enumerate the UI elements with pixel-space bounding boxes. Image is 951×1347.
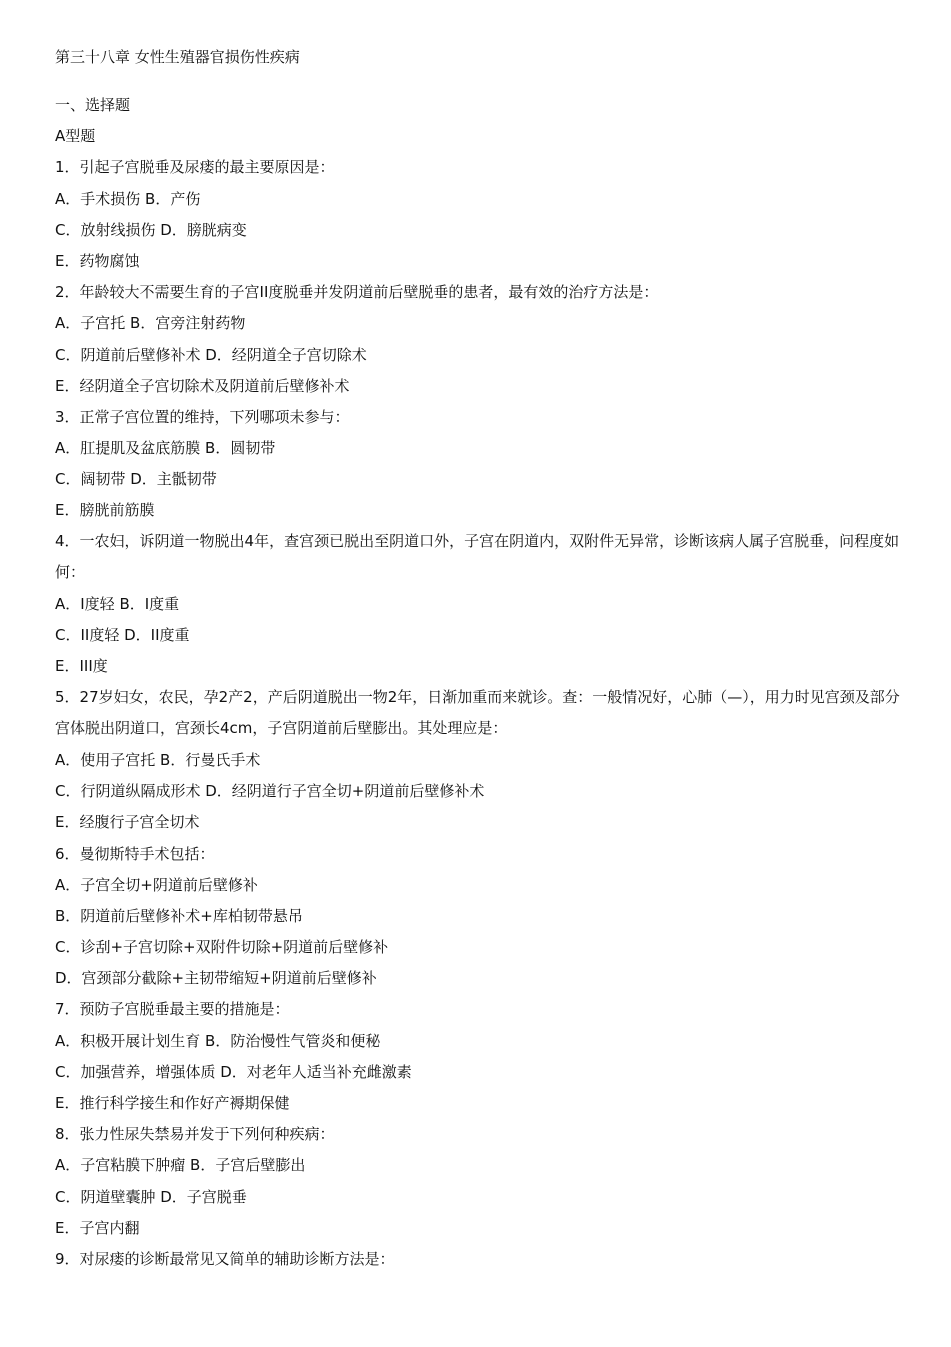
question-7: 7．预防子宫脱垂最主要的措施是： bbox=[55, 1000, 290, 1019]
question-5-options-cd: C．行阴道纵隔成形术 D．经阴道行子宫全切+阴道前后壁修补术 bbox=[55, 782, 485, 801]
question-2-options-ab: A．子宫托 B．宫旁注射药物 bbox=[55, 314, 246, 333]
question-5-options-ab: A．使用子宫托 B．行曼氏手术 bbox=[55, 750, 261, 769]
chapter-title: 第三十八章 女性生殖器官损伤性疾病 bbox=[55, 48, 300, 66]
question-6-option-d: D．宫颈部分截除+主韧带缩短+阴道前后壁修补 bbox=[55, 969, 377, 988]
question-5-option-e: E．经腹行子宫全切术 bbox=[55, 813, 200, 832]
question-7-options-ab: A．积极开展计划生育 B．防治慢性气管炎和便秘 bbox=[55, 1031, 381, 1050]
question-2-option-e: E．经阴道全子宫切除术及阴道前后壁修补术 bbox=[55, 376, 350, 395]
section-heading: 一、选择题 bbox=[55, 96, 131, 114]
question-6-option-a: A．子宫全切+阴道前后壁修补 bbox=[55, 875, 258, 894]
question-1-option-e: E．药物腐蚀 bbox=[55, 251, 140, 270]
question-6-option-b: B．阴道前后壁修补术+库柏韧带悬吊 bbox=[55, 906, 303, 925]
question-1: 1．引起子宫脱垂及尿瘘的最主要原因是： bbox=[55, 158, 335, 177]
question-7-options-cd: C．加强营养，增强体质 D．对老年人适当补充雌激素 bbox=[55, 1062, 412, 1081]
question-6: 6．曼彻斯特手术包括： bbox=[55, 844, 215, 863]
question-8-options-cd: C．阴道壁囊肿 D．子宫脱垂 bbox=[55, 1187, 247, 1206]
question-2-options-cd: C．阴道前后壁修补术 D．经阴道全子宫切除术 bbox=[55, 345, 367, 364]
question-type-heading: A型题 bbox=[55, 127, 96, 146]
question-5: 5．27岁妇女，农民，孕2产2，产后阴道脱出一物2年，日渐加重而来就诊。查：一般情况好，心肺（—），用力时见宫颈及部分宫体脱出阴道口，宫颈长4cm，子宫阴道前后壁膨出。其处理应是： bbox=[55, 687, 900, 737]
question-1-options-ab: A．手术损伤 B．产伤 bbox=[55, 189, 201, 208]
document-body bbox=[55, 92, 905, 1277]
question-1-options-cd: C．放射线损伤 D．膀胱病变 bbox=[55, 220, 247, 239]
question-4-options-cd: C．II度轻 D．II度重 bbox=[55, 626, 190, 645]
question-9: 9．对尿瘘的诊断最常见又简单的辅助诊断方法是： bbox=[55, 1249, 395, 1268]
question-6-option-c: C．诊刮+子宫切除+双附件切除+阴道前后壁修补 bbox=[55, 938, 389, 957]
question-3-option-e: E．膀胱前筋膜 bbox=[55, 501, 155, 520]
question-8-option-e: E．子宫内翻 bbox=[55, 1218, 140, 1237]
question-4-option-e: E．III度 bbox=[55, 657, 108, 676]
question-3: 3．正常子宫位置的维持，下列哪项未参与： bbox=[55, 407, 350, 426]
question-3-options-ab: A．肛提肌及盆底筋膜 B．圆韧带 bbox=[55, 439, 276, 458]
question-4: 4．一农妇，诉阴道一物脱出4年，查宫颈已脱出至阴道口外，子宫在阴道内，双附件无异常，诊断该病人属子宫脱垂，问程度如何： bbox=[55, 531, 900, 581]
question-3-options-cd: C．阔韧带 D．主骶韧带 bbox=[55, 470, 217, 489]
question-8: 8．张力性尿失禁易并发于下列何种疾病： bbox=[55, 1125, 335, 1144]
question-4-options-ab: A．I度轻 B．I度重 bbox=[55, 595, 180, 614]
question-7-option-e: E．推行科学接生和作好产褥期保健 bbox=[55, 1094, 290, 1113]
question-2: 2．年龄较大不需要生育的子宫II度脱垂并发阴道前后壁脱垂的患者，最有效的治疗方法是： bbox=[55, 283, 659, 302]
question-8-options-ab: A．子宫粘膜下肿瘤 B．子宫后壁膨出 bbox=[55, 1156, 306, 1175]
